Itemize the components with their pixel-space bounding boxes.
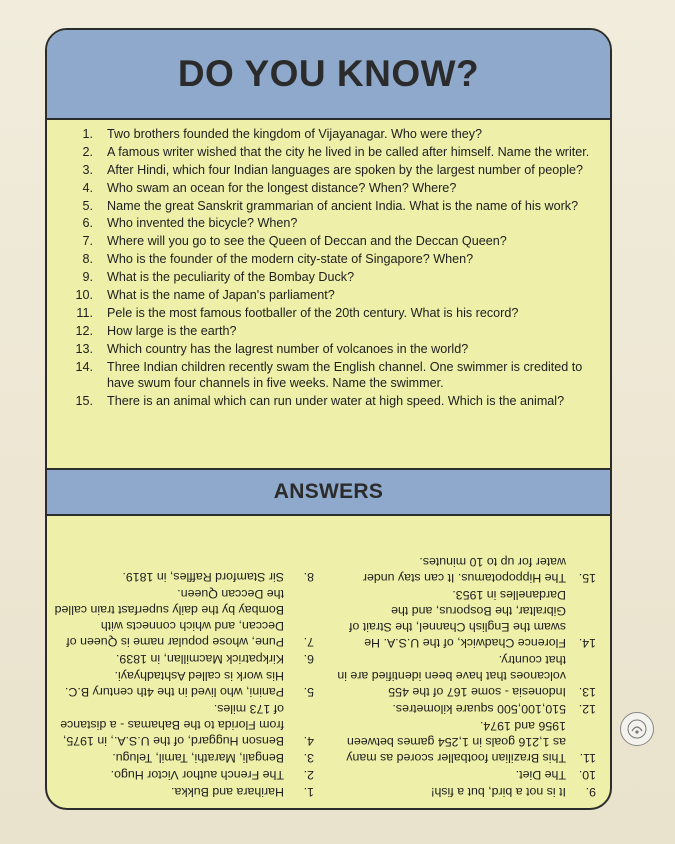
questions-list	[61, 126, 601, 411]
question-number: 12.	[75, 323, 93, 338]
answer-text: Indonesia - some 167 of the 455 volcanoes that have been identified are in that country.	[337, 653, 566, 699]
answer-item	[52, 569, 314, 585]
question-text: Who invented the bicycle? When?	[107, 216, 298, 231]
answer-number: 15.	[578, 571, 596, 585]
answer-number: 6.	[303, 652, 314, 666]
answer-item	[334, 554, 596, 586]
answer-text: The French author Victor Hugo.	[110, 768, 284, 782]
question-number: 4.	[82, 180, 93, 195]
answers-column-right	[52, 568, 314, 800]
page-title: DO YOU KNOW?	[177, 53, 480, 94]
quiz-card	[45, 28, 612, 810]
answer-number: 7.	[303, 635, 314, 649]
answers-area	[47, 516, 610, 808]
answer-item	[334, 701, 596, 717]
answer-number: 5.	[303, 685, 314, 699]
answer-number: 14.	[578, 636, 596, 650]
question-item	[61, 269, 601, 286]
answers-bar	[47, 468, 610, 516]
question-text: How large is the earth?	[107, 323, 237, 338]
question-text: Which country has the lagrest number of volcanoes in the world?	[107, 341, 469, 356]
answer-item	[52, 750, 314, 766]
answer-number: 13.	[578, 685, 596, 699]
question-item	[61, 144, 601, 161]
question-text: Three Indian children recently swam the English channel. One swimmer is credited to have swum four channels in five weeks. Name the swimmer.	[107, 359, 583, 391]
question-number: 6.	[82, 216, 93, 231]
question-number: 15.	[75, 393, 93, 408]
answer-text: Pune, whose popular name is Queen of Deccan, and which connects with Bombay by the daily superfast train called the Deccan Queen.	[54, 587, 284, 649]
answer-text: The Hippopotamus. It can stay under water for up to 10 minutes.	[362, 555, 566, 585]
question-text: Two brothers founded the kingdom of Vijayanagar. Who were they?	[107, 127, 483, 141]
question-item	[61, 251, 601, 268]
answer-number: 10.	[578, 768, 596, 782]
answer-item	[52, 767, 314, 783]
question-text: A famous writer wished that the city he lived in be called after himself. Name the writer.	[107, 144, 590, 159]
answer-text: Benson Huggard, of the U.S.A., in 1975, from Florida to the Bahamas - a distance of 173 miles.	[60, 702, 284, 748]
question-item	[61, 287, 601, 304]
answers-column-left	[334, 553, 596, 800]
seal-icon	[626, 718, 648, 740]
question-number: 2.	[82, 144, 93, 159]
question-item	[61, 305, 601, 322]
question-item	[61, 162, 601, 179]
question-item	[61, 126, 601, 143]
answer-item	[334, 652, 596, 700]
answer-item	[334, 784, 596, 800]
answers-heading: ANSWERS	[273, 480, 384, 503]
question-text: Who swam an ocean for the longest distance? When? Where?	[107, 180, 457, 195]
answer-text: Panini, who lived in the 4th century B.C. His work is called Ashtadhyayi.	[64, 669, 284, 699]
answer-item	[52, 586, 314, 650]
question-text: Where will you go to see the Queen of Deccan and the Deccan Queen?	[107, 234, 507, 249]
question-number: 5.	[82, 198, 93, 213]
question-text: What is the peculiarity of the Bombay Duck?	[107, 270, 355, 285]
answer-item	[52, 784, 314, 800]
question-item	[61, 233, 601, 250]
title-bar	[47, 30, 610, 120]
question-item	[61, 198, 601, 215]
answer-item	[52, 651, 314, 667]
answer-text: It is not a bird, but a fish!	[431, 785, 566, 799]
answer-item	[334, 587, 596, 651]
answers-upside-down	[47, 516, 610, 808]
answer-item	[334, 718, 596, 766]
question-number: 14.	[75, 359, 93, 374]
question-item	[61, 323, 601, 340]
question-number: 10.	[75, 288, 93, 303]
answer-number: 8.	[303, 570, 314, 584]
answer-number: 11.	[579, 751, 596, 765]
answer-number: 1.	[303, 785, 314, 799]
question-number: 11.	[76, 305, 93, 320]
answer-item	[52, 668, 314, 700]
answer-number: 3.	[303, 751, 314, 765]
answer-text: Bengali, Marathi, Tamil, Telugu.	[112, 751, 284, 765]
answer-number: 4.	[303, 734, 314, 748]
answer-item	[334, 767, 596, 783]
question-text: Pele is the most famous footballer of the 20th century. What is his record?	[107, 305, 519, 320]
question-number: 8.	[82, 252, 93, 267]
answer-text: Kirkpatrick Macmillan, in 1839.	[115, 652, 284, 666]
question-item	[61, 215, 601, 232]
answer-text: 510,100,500 square kilometres.	[392, 702, 566, 716]
question-number: 1.	[82, 127, 93, 141]
question-text: Name the great Sanskrit grammarian of ancient India. What is the name of his work?	[107, 198, 579, 213]
answer-number: 9.	[585, 785, 596, 799]
question-item	[61, 341, 601, 358]
question-number: 7.	[82, 234, 93, 249]
question-number: 13.	[75, 341, 93, 356]
question-text: After Hindi, which four Indian languages are spoken by the largest number of people?	[107, 162, 584, 177]
answer-text: Harihara and Bukka.	[171, 785, 284, 799]
question-item	[61, 393, 601, 410]
answer-text: The Diet.	[515, 768, 566, 782]
answer-text: Sir Stamford Raffles, in 1819.	[122, 570, 284, 584]
answer-text: Florence Chadwick, of the U.S.A. He swam the English Channel, the Strait of Gibraltar, the Bosporus, and the Dardanelles in 1953.	[349, 588, 566, 650]
answer-item	[52, 701, 314, 749]
question-item	[61, 180, 601, 197]
question-text: Who is the founder of the modern city-state of Singapore? When?	[107, 252, 474, 267]
question-number: 9.	[82, 270, 93, 285]
watermark-logo	[620, 712, 654, 746]
question-number: 3.	[82, 162, 93, 177]
answer-number: 2.	[303, 768, 314, 782]
question-item	[61, 359, 601, 392]
question-text: There is an animal which can run under water at high speed. Which is the animal?	[107, 393, 565, 408]
question-text: What is the name of Japan's parliament?	[107, 288, 335, 303]
answer-text: This Brazilian footballer scored as many as 1,216 goals in 1,254 games between 1956 and 1974.	[346, 719, 566, 765]
answer-number: 12.	[578, 702, 596, 716]
